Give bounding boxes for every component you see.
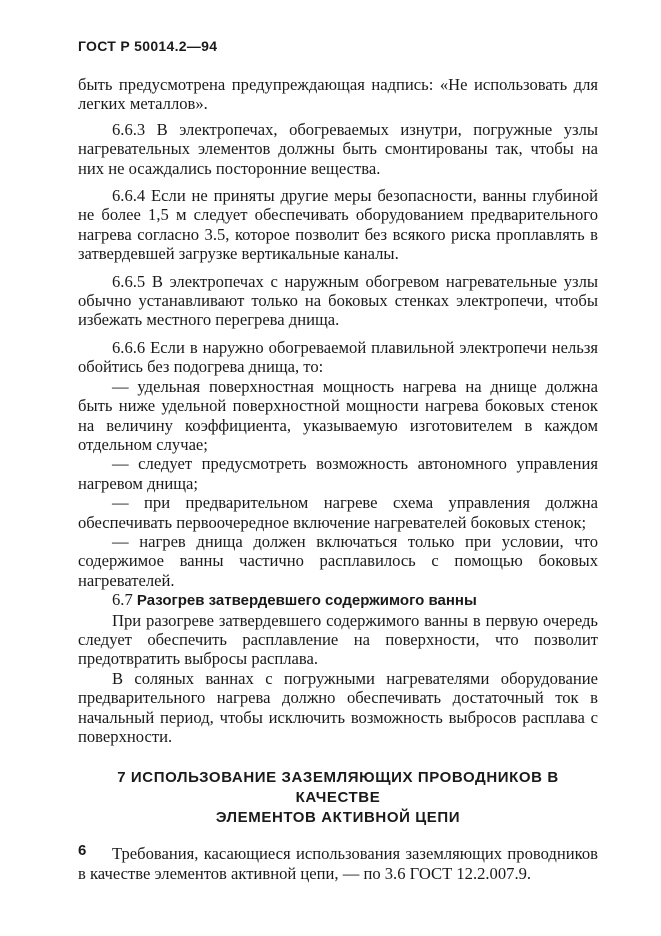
list-item: — при предварительном нагреве схема управления должна обеспечивать первоочередное включение нагревателей боковых стенок; [78, 493, 598, 532]
subsection-title: Разогрев затвердевшего содержимого ванны [136, 592, 477, 610]
paragraph-6-7-b: В соляных ваннах с погружными нагревателями оборудование предварительного нагрева должно обеспечивать достаточный ток в начальный период, чтобы исключить возможность выбросов расплава с поверхности. [78, 668, 598, 746]
paragraph-6-6-3: 6.6.3 В электропечах, обогреваемых изнутри, погружные узлы нагревательных элементов должны быть смонтированы так, чтобы на них не осаждались посторонние вещества. [78, 119, 598, 178]
paragraph-6-6-5: 6.6.5 В электропечах с наружным обогревом нагревательные узлы обычно устанавливают только на боковых стенках электропечи, чтобы избежать местного перегрева днища. [78, 271, 598, 330]
paragraph-continuation: быть предусмотрена предупреждающая надпись: «Не использовать для легких металлов». [78, 75, 598, 114]
section-heading-line2: ЭЛЕМЕНТОВ АКТИВНОЙ ЦЕПИ [215, 809, 461, 827]
paragraph-6-6-6: 6.6.6 Если в наружно обогреваемой плавильной электропечи нельзя обойтись без подогрева днища, то: [78, 337, 598, 377]
list-item: — удельная поверхностная мощность нагрева на днище должна быть ниже удельной поверхностной мощности нагрева боковых стенок на величину коэффициента, указываемую изготовителем в каждом отдельном случае; [78, 376, 598, 454]
page-number: 6 [78, 842, 87, 859]
list-item: — нагрев днища должен включаться только при условии, что содержимое ванны частично расплавилось с помощью боковых нагревателей. [78, 531, 598, 590]
paragraph-6-6-4: 6.6.4 Если не приняты другие меры безопасности, ванны глубиной не более 1,5 м следует обеспечивать оборудованием предварительного нагрева согласно 3.5, которое позволит без всякого риска проплавлять в затвердевшей загрузке вертикальные каналы. [78, 186, 598, 264]
subsection-heading [78, 590, 598, 610]
section-heading [78, 768, 598, 828]
subsection-number: 6.7 [112, 590, 133, 610]
list-item: — следует предусмотреть возможность автономного управления нагревом днища; [78, 454, 598, 493]
section-heading-line1: 7 ИСПОЛЬЗОВАНИЕ ЗАЗЕМЛЯЮЩИХ ПРОВОДНИКОВ В КАЧЕСТВЕ [117, 769, 559, 807]
paragraph-6-7-a: При разогреве затвердевшего содержимого ванны в первую очередь следует обеспечить расплавление на поверхности, что позволит предотвратить выбросы расплава. [78, 610, 598, 669]
paragraph-section-7: Требования, касающиеся использования заземляющих проводников в качестве элементов активной цепи, — по 3.6 ГОСТ 12.2.007.9. [78, 844, 598, 883]
document-body [78, 75, 598, 883]
document-header: ГОСТ Р 50014.2—94 [78, 38, 218, 54]
